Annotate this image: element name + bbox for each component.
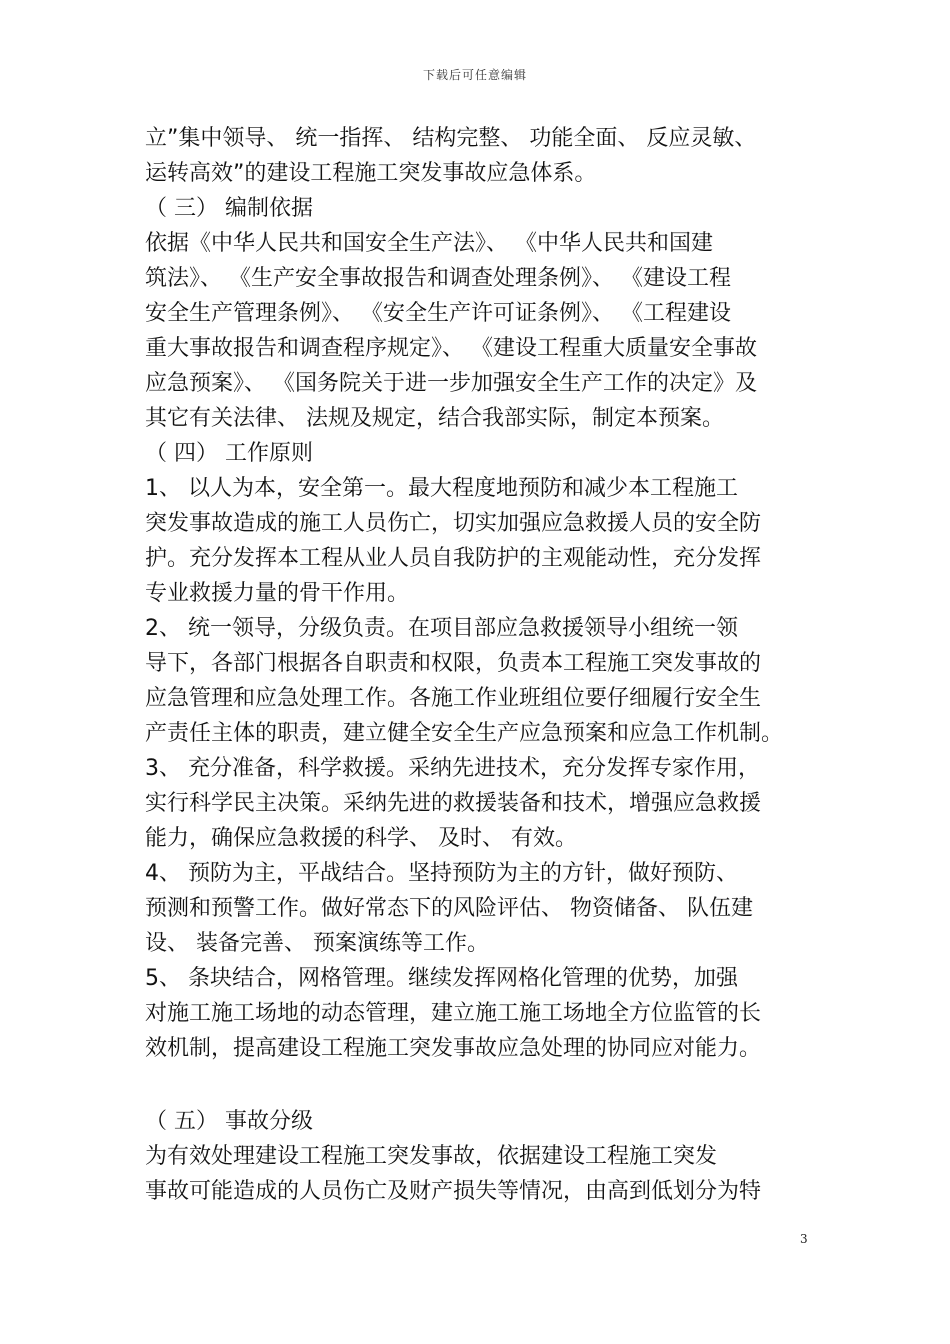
- section-heading: （ 三） 编制依据: [145, 196, 313, 221]
- blank-line: [145, 1066, 815, 1104]
- text-line: 应急管理和应急处理工作。各施工作业班组位要仔细履行安全生: [145, 686, 762, 711]
- text-line: 2、 统一领导，分级负责。在项目部应急救援领导小组统一领: [145, 616, 738, 641]
- text-line: 预测和预警工作。做好常态下的风险评估、 物资储备、 队伍建: [145, 896, 753, 921]
- text-line: 实行科学民主决策。采纳先进的救援装备和技术，增强应急救援: [145, 791, 762, 816]
- text-line: 导下，各部门根据各自职责和权限，负责本工程施工突发事故的: [145, 651, 762, 676]
- text-line: 事故可能造成的人员伤亡及财产损失等情况，由高到低划分为特: [145, 1179, 762, 1204]
- text-line: 效机制，提高建设工程施工突发事故应急处理的协同应对能力。: [145, 1036, 762, 1061]
- text-line: 产责任主体的职责，建立健全安全生产应急预案和应急工作机制。: [145, 721, 784, 746]
- section-heading: （ 四） 工作原则: [145, 441, 313, 466]
- text-line: 重大事故报告和调查程序规定》、 《建设工程重大质量安全事故: [145, 336, 757, 361]
- text-line: 专业救援力量的骨干作用。: [145, 581, 410, 606]
- section-heading: （ 五） 事故分级: [145, 1109, 313, 1134]
- text-line: 突发事故造成的施工人员伤亡，切实加强应急救援人员的安全防: [145, 511, 762, 536]
- page-header-note: 下载后可任意编辑: [422, 68, 527, 82]
- text-line: 依据《中华人民共和国安全生产法》、 《中华人民共和国建: [145, 231, 713, 256]
- text-line: 对施工施工场地的动态管理，建立施工施工场地全方位监管的长: [145, 1001, 762, 1026]
- page-number: 3: [800, 1232, 808, 1246]
- text-line: 筑法》、 《生产安全事故报告和调查处理条例》、 《建设工程: [145, 266, 731, 291]
- text-line: 5、 条块结合，网格管理。继续发挥网格化管理的优势，加强: [145, 966, 738, 991]
- text-line: 其它有关法律、 法规及规定，结合我部实际，制定本预案。: [145, 406, 724, 431]
- text-line: 护。充分发挥本工程从业人员自我防护的主观能动性，充分发挥: [145, 546, 762, 571]
- text-line: 1、 以人为本，安全第一。最大程度地预防和减少本工程施工: [145, 476, 738, 501]
- text-line: 运转高效”的建设工程施工突发事故应急体系。: [145, 161, 597, 186]
- text-line: 为有效处理建设工程施工突发事故，依据建设工程施工突发: [145, 1144, 718, 1169]
- text-line: 安全生产管理条例》、 《安全生产许可证条例》、 《工程建设: [145, 301, 731, 326]
- text-line: 4、 预防为主，平战结合。坚持预防为主的方针，做好预防、: [145, 861, 738, 886]
- document-body: [145, 121, 815, 1209]
- text-line: 立”集中领导、 统一指挥、 结构完整、 功能全面、 反应灵敏、: [145, 126, 757, 151]
- text-line: 3、 充分准备，科学救援。采纳先进技术，充分发挥专家作用，: [145, 756, 760, 781]
- text-line: 能力，确保应急救援的科学、 及时、 有效。: [145, 826, 577, 851]
- text-line: 设、 装备完善、 预案演练等工作。: [145, 931, 489, 956]
- text-line: 应急预案》、 《国务院关于进一步加强安全生产工作的决定》及: [145, 371, 757, 396]
